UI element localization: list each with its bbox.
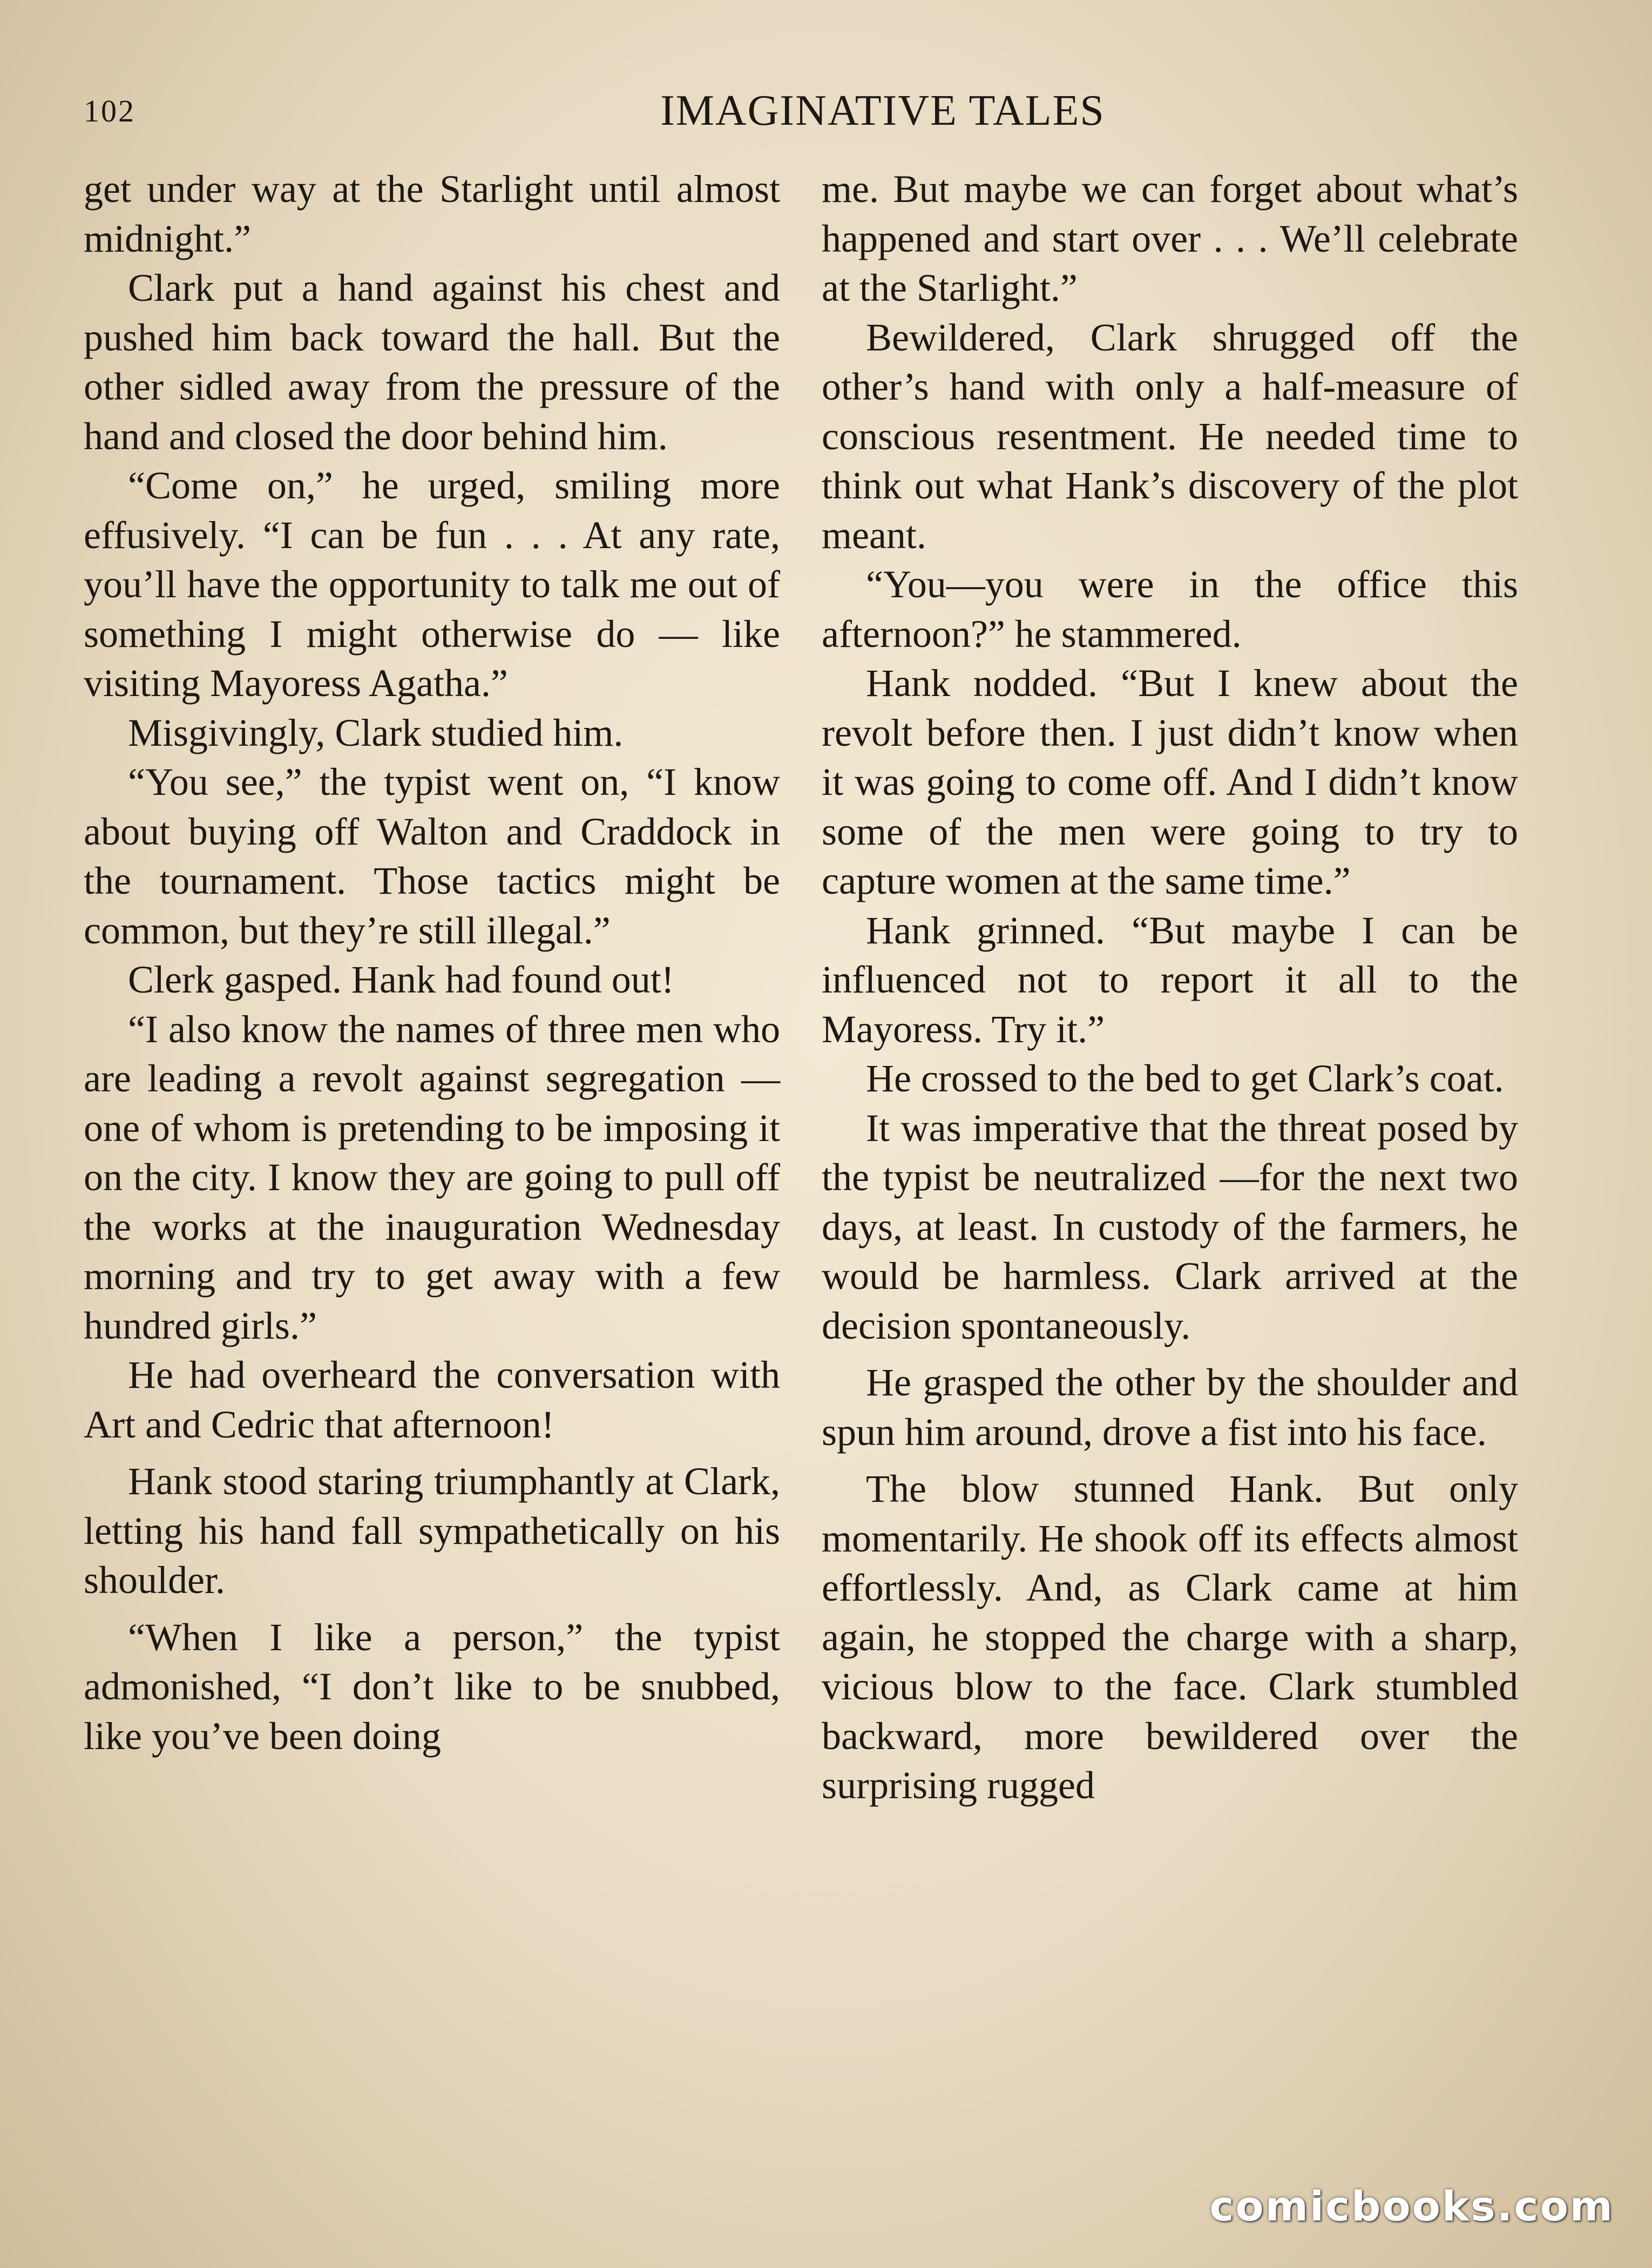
paragraph: It was imperative that the threat posed by the typist be neutralized —for the next two days, at least. In custody of the farmers, he would be harmless. Clark arrived at the decision spontaneously. — [822, 1106, 1518, 1347]
left-text-column — [84, 165, 780, 1761]
paragraph: “When I like a person,” the typist admonished, “I don’t like to be snubbed, like you’ve been doing — [84, 1615, 780, 1758]
paragraph: He had overheard the conversation with Art and Cedric that afternoon! — [84, 1353, 780, 1446]
paragraph: Misgivingly, Clark studied him. — [128, 711, 624, 754]
paragraph: “You—you were in the office this afternoon?” he stammered. — [822, 563, 1518, 656]
running-title: IMAGINATIVE TALES — [660, 87, 1105, 134]
paragraph: Clerk gasped. Hank had found out! — [128, 958, 674, 1001]
page-header — [84, 81, 1587, 135]
paragraph: get under way at the Starlight until almost midnight.” — [84, 167, 780, 260]
right-text-column — [822, 165, 1518, 1811]
paragraph: He crossed to the bed to get Clark’s coat. — [866, 1057, 1504, 1100]
site-watermark: comicbooks.com — [1209, 2182, 1614, 2230]
paragraph: Hank stood staring triumphantly at Clark, letting his hand fall sympathetically on his shoulder. — [84, 1460, 780, 1602]
paragraph: “You see,” the typist went on, “I know about buying off Walton and Craddock in the tournament. Those tactics might be common, but they’re still illegal.” — [84, 760, 780, 952]
paragraph: Bewildered, Clark shrugged off the other’s hand with only a half-measure of conscious resentment. He needed time to think out what Hank’s discovery of the plot meant. — [822, 315, 1518, 557]
page-number: 102 — [84, 93, 136, 129]
paragraph: “I also know the names of three men who are leading a revolt against segregation — one of whom is pretending to be imposing it on the city. I know they are going to pull off the works at the inauguration Wednesday morning and try to get away with a few hundred girls.” — [84, 1007, 780, 1347]
paragraph: Hank grinned. “But maybe I can be influenced not to report it all to the Mayoress. Try it.” — [822, 908, 1518, 1051]
paragraph: “Come on,” he urged, smiling more effusively. “I can be fun . . . At any rate, you’ll have the opportunity to talk me out of something I might otherwise do — like visiting Mayoress Agatha.” — [84, 464, 780, 705]
paragraph: He grasped the other by the shoulder and spun him around, drove a fist into his face. — [822, 1361, 1518, 1454]
paragraph: Hank nodded. “But I knew about the revolt before then. I just didn’t know when it was going to come off. And I didn’t know some of the men were going to try to capture women at the same time.” — [822, 662, 1518, 902]
paragraph: The blow stunned Hank. But only momentarily. He shook off its effects almost effortlessly. And, as Clark came at him again, he stopped the charge with a sharp, vicious blow to the face. Clark stumbled backward, more bewildered over the surprising rugged — [822, 1467, 1518, 1807]
paragraph: Clark put a hand against his chest and pushed him back toward the hall. But the other sidled away from the pressure of the hand and closed the door behind him. — [84, 266, 780, 458]
paragraph: me. But maybe we can forget about what’s happened and start over . . . We’ll celebrate at the Starlight.” — [822, 167, 1518, 309]
